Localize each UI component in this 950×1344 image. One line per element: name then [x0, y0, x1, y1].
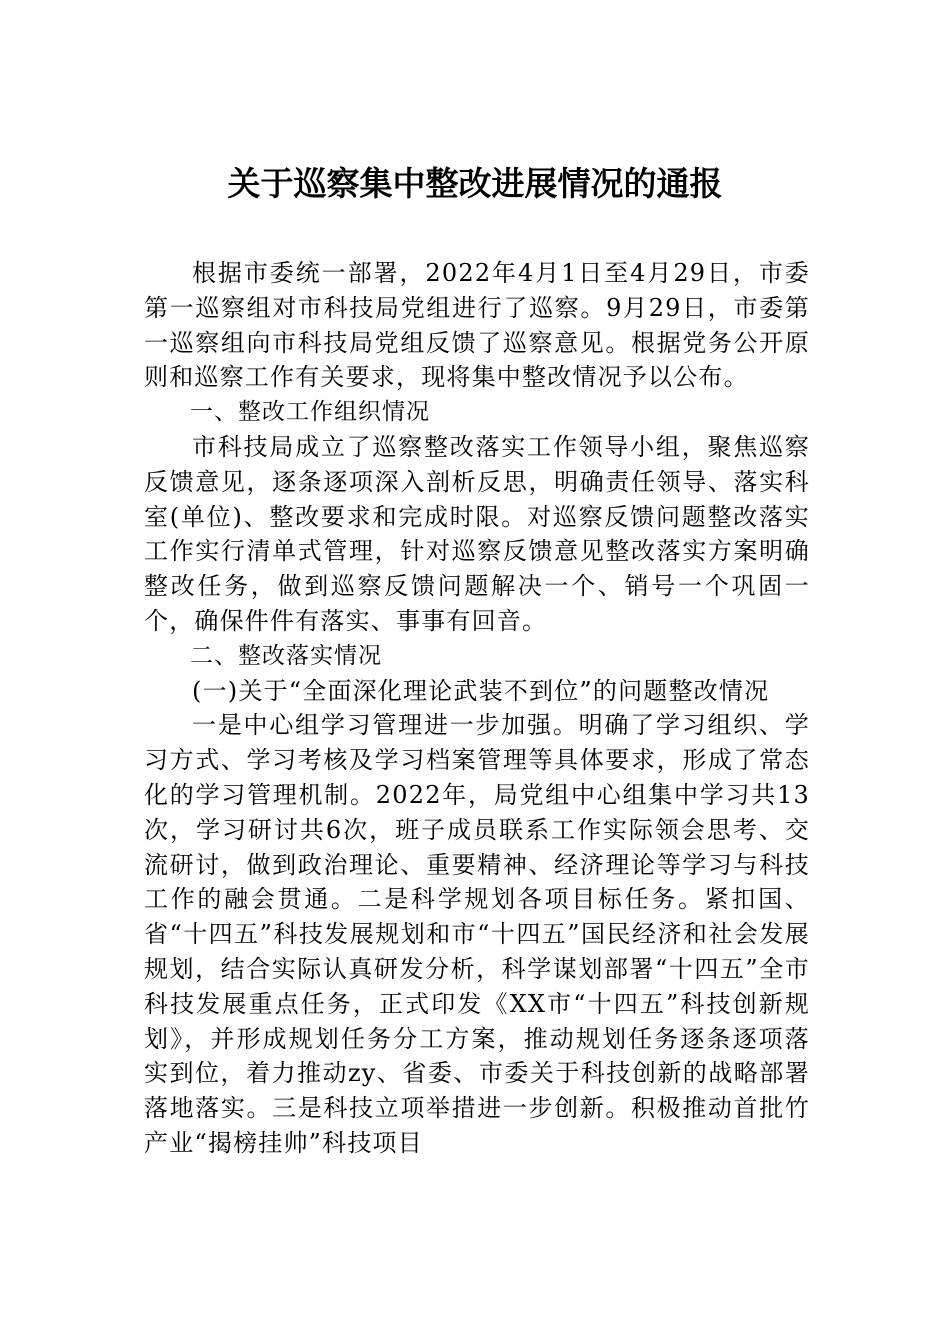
section-heading-1: 一、整改工作组织情况	[190, 399, 430, 426]
rectification-paragraph: 一是中心组学习管理进一步加强。明确了学习组织、学习方式、学习考核及学习档案管理等具体要求，形成了常态化的学习管理机制。2022年，局党组中心组集中学习共13次，学习研讨共6次，班子成员联系工作实际领会思考、交流研讨，做到政治理论、重要精神、经济理论等学习与科技工作的融会贯通。二是科学规划各项目标任务。紧扣国、省“十四五”科技发展规划和市“十四五”国民经济和社会发展规划，结合实际认真研发分析，科学谋划部署“十四五”全市科技发展重点任务，正式印发《XX市“十四五”科技创新规划》，并形成规划任务分工方案，推动规划任务逐条逐项落实到位，着力推动zy、省委、市委关于科技创新的战略部署落地落实。三是科技立项举措进一步创新。积极推动首批竹产业“揭榜挂帅”科技项目	[144, 711, 810, 1157]
section-heading-2: 二、整改落实情况	[190, 642, 382, 669]
document-body	[144, 256, 810, 1161]
subsection-heading-1: (一)关于“全面深化理论武装不到位”的问题整改情况	[192, 676, 770, 705]
intro-paragraph: 根据市委统一部署，2022年4月1日至4月29日，市委第一巡察组对市科技局党组进行了巡察。9月29日，市委第一巡察组向市科技局党组反馈了巡察意见。根据党务公开原则和巡察工作有关要求，现将集中整改情况予以公布。	[144, 259, 810, 392]
organization-paragraph: 市科技局成立了巡察整改落实工作领导小组，聚焦巡察反馈意见，逐条逐项深入剖析反思，明确责任领导、落实科室(单位)、整改要求和完成时限。对巡察反馈问题整改落实工作实行清单式管理，针对巡察反馈意见整改落实方案明确整改任务，做到巡察反馈问题解决一个、销号一个巩固一个，确保件件有落实、事事有回音。	[144, 432, 810, 635]
document-title: 关于巡察集中整改进展情况的通报	[227, 164, 723, 203]
